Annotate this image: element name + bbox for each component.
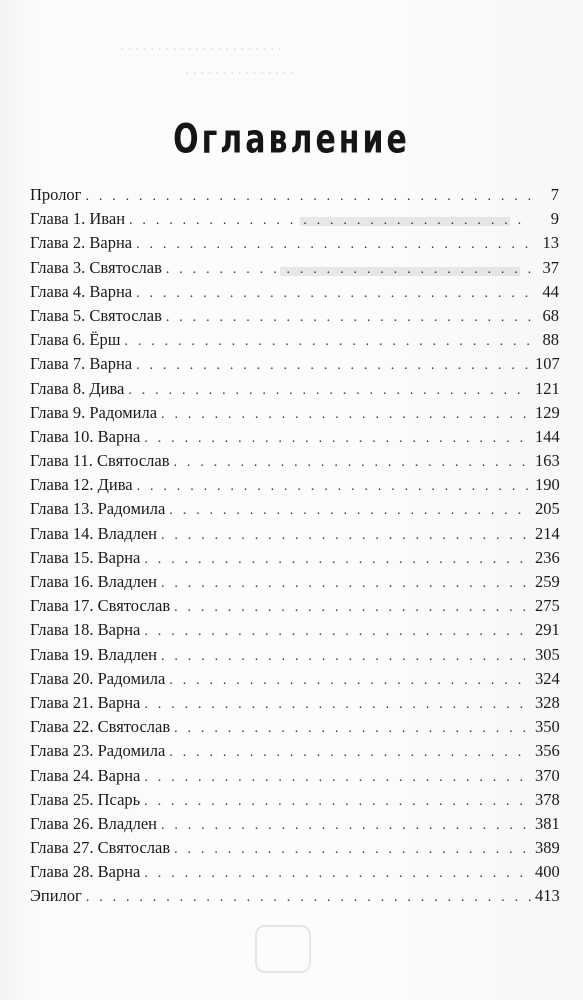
show-through-text: · · · · · · · · · · · · · · ·	[185, 66, 294, 82]
dot-leader	[136, 282, 531, 306]
toc-entry-page-number: 190	[535, 475, 560, 495]
toc-entry	[30, 643, 559, 667]
toc-entry-title: Глава 5. Святослав	[30, 305, 162, 325]
toc-entry	[30, 497, 559, 521]
dot-leader	[144, 862, 531, 886]
toc-entry	[30, 401, 559, 425]
toc-entry	[30, 522, 559, 546]
toc-entry	[30, 280, 559, 304]
toc-entry-page-number: 413	[535, 886, 560, 906]
dot-leader	[169, 741, 531, 765]
toc-entry	[30, 449, 559, 473]
dot-leader	[166, 258, 531, 282]
dot-leader	[144, 790, 531, 814]
toc-entry	[30, 377, 559, 401]
show-through-text: ▬▬▬▬▬▬▬▬	[280, 250, 520, 283]
dot-leader	[136, 233, 531, 257]
table-of-contents	[30, 183, 559, 909]
toc-entry	[30, 546, 559, 570]
toc-entry-page-number: 163	[535, 451, 560, 471]
toc-entry	[30, 473, 559, 497]
toc-entry	[30, 764, 559, 788]
dot-leader	[144, 427, 531, 451]
toc-entry	[30, 860, 559, 884]
dot-leader	[161, 524, 531, 548]
toc-entry-title: Глава 15. Варна	[30, 547, 141, 567]
toc-entry	[30, 183, 559, 207]
toc-entry-page-number: 370	[535, 765, 560, 785]
toc-entry-page-number: 259	[535, 572, 560, 591]
dot-leader	[174, 451, 531, 475]
dot-leader	[174, 717, 531, 741]
dot-leader	[124, 330, 531, 354]
toc-entry	[30, 836, 559, 860]
toc-entry-title: Глава 3. Святослав	[30, 257, 162, 277]
toc-entry-page-number: 305	[535, 644, 560, 664]
toc-entry-title: Глава 14. Владлен	[30, 523, 157, 543]
toc-entry-title: Глава 19. Владлен	[30, 644, 157, 664]
toc-entry	[30, 231, 559, 255]
toc-entry-title: Глава 17. Святослав	[30, 596, 171, 616]
dot-leader	[174, 596, 531, 620]
toc-entry-page-number: 88	[542, 330, 559, 350]
toc-entry-title: Глава 23. Радомила	[30, 741, 166, 761]
toc-entry-page-number: 236	[535, 547, 560, 567]
toc-entry	[30, 425, 559, 449]
toc-entry-page-number: 129	[535, 402, 560, 422]
dot-leader	[144, 620, 531, 644]
toc-entry-title: Глава 27. Святослав	[30, 838, 171, 858]
toc-entry-title: Глава 13. Радомила	[30, 499, 166, 519]
show-through-age-badge	[255, 925, 311, 973]
toc-entry-title: Глава 28. Варна	[30, 862, 141, 882]
toc-entry	[30, 884, 559, 908]
toc-entry-title: Эпилог	[30, 886, 82, 906]
toc-entry-page-number: 9	[550, 209, 559, 229]
toc-entry-page-number: 44	[542, 281, 559, 301]
page-title: Оглавление	[173, 116, 410, 164]
toc-entry-page-number: 13	[542, 233, 559, 253]
toc-entry	[30, 304, 559, 328]
toc-entry	[30, 715, 559, 739]
toc-entry	[30, 691, 559, 715]
toc-entry	[30, 739, 559, 763]
dot-leader	[161, 814, 531, 838]
toc-entry-title: Глава 1. Иван	[30, 209, 126, 229]
dot-leader	[169, 499, 531, 523]
toc-entry-page-number: 7	[550, 185, 559, 204]
toc-entry-page-number: 356	[535, 741, 560, 761]
toc-entry-page-number: 214	[535, 523, 560, 543]
dot-leader	[174, 838, 531, 862]
toc-entry-page-number: 205	[535, 499, 560, 519]
toc-entry	[30, 618, 559, 642]
dot-leader	[128, 379, 531, 403]
toc-entry-title: Глава 4. Варна	[30, 281, 133, 301]
toc-entry-title: Глава 26. Владлен	[30, 813, 157, 833]
toc-entry-page-number: 291	[535, 620, 560, 640]
toc-entry	[30, 352, 559, 376]
dot-leader	[85, 185, 531, 209]
toc-entry-page-number: 324	[535, 668, 560, 688]
toc-entry-title: Глава 20. Радомила	[30, 668, 166, 688]
toc-entry-page-number: 144	[535, 426, 560, 446]
show-through-text: · · · · · · · · · · · · · · · · · · · · · ·	[120, 42, 282, 58]
toc-entry-page-number: 275	[535, 596, 560, 616]
toc-entry-page-number: 328	[535, 692, 560, 712]
toc-entry-page-number: 37	[542, 257, 559, 277]
dot-leader	[161, 403, 531, 427]
dot-leader	[136, 354, 531, 378]
dot-leader	[161, 572, 531, 596]
toc-entry-title: Глава 24. Варна	[30, 765, 141, 785]
toc-entry-page-number: 389	[535, 838, 560, 858]
toc-entry-title: Глава 10. Варна	[30, 426, 141, 446]
toc-entry-page-number: 381	[535, 813, 560, 833]
toc-entry-page-number: 68	[542, 305, 559, 325]
dot-leader	[161, 645, 531, 669]
toc-entry-title: Глава 7. Варна	[30, 354, 133, 374]
toc-entry-title: Глава 2. Варна	[30, 233, 133, 253]
toc-entry-title: Глава 21. Варна	[30, 692, 141, 712]
toc-entry	[30, 570, 559, 594]
toc-entry-title: Пролог	[30, 185, 82, 204]
dot-leader	[129, 209, 531, 233]
dot-leader	[86, 886, 531, 910]
toc-entry-page-number: 107	[535, 354, 560, 374]
dot-leader	[144, 693, 531, 717]
toc-entry-page-number: 350	[535, 717, 560, 737]
show-through-text: ▬▬▬▬▬▬▬	[300, 200, 510, 233]
toc-entry	[30, 812, 559, 836]
toc-entry-title: Глава 25. Псарь	[30, 789, 141, 809]
toc-entry-title: Глава 12. Дива	[30, 475, 133, 495]
dot-leader	[169, 669, 531, 693]
toc-entry	[30, 667, 559, 691]
toc-entry-title: Глава 11. Святослав	[30, 451, 170, 471]
toc-entry	[30, 256, 559, 280]
toc-entry	[30, 207, 559, 231]
toc-entry-page-number: 121	[535, 378, 560, 398]
dot-leader	[166, 306, 531, 330]
dot-leader	[144, 766, 531, 790]
toc-entry-page-number: 378	[535, 789, 560, 809]
toc-entry-page-number: 400	[535, 862, 560, 882]
toc-entry-title: Глава 22. Святослав	[30, 717, 171, 737]
toc-entry	[30, 328, 559, 352]
toc-entry-title: Глава 16. Владлен	[30, 572, 157, 591]
toc-entry-title: Глава 8. Дива	[30, 378, 125, 398]
toc-entry-title: Глава 9. Радомила	[30, 402, 158, 422]
toc-entry	[30, 788, 559, 812]
toc-entry-title: Глава 18. Варна	[30, 620, 141, 640]
toc-entry-title: Глава 6. Ёрш	[30, 330, 121, 350]
dot-leader	[137, 475, 531, 499]
dot-leader	[144, 548, 531, 572]
toc-entry	[30, 594, 559, 618]
